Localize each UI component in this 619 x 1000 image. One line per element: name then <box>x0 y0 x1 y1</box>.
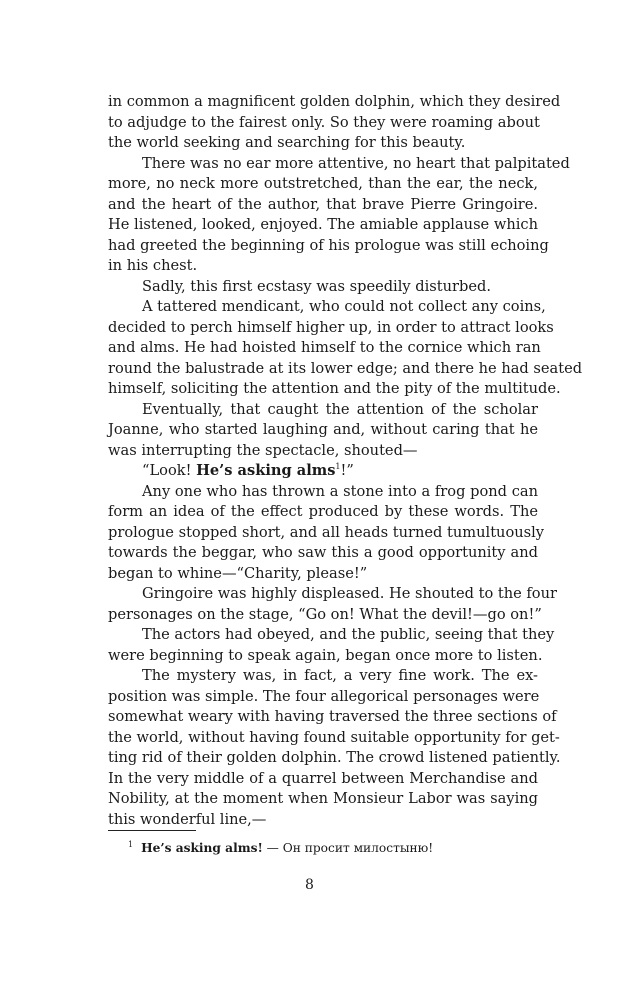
text-line: Nobility, at the moment when Monsieur Labor was saying <box>108 790 538 807</box>
quote-close: !” <box>340 462 354 479</box>
text-line <box>108 461 538 482</box>
text-line: The actors had obeyed, and the public, seeing that they <box>142 626 555 643</box>
text-line: form an idea of the effect produced by these words. The <box>108 503 538 520</box>
text-line: Any one who has thrown a stone into a frog pond can <box>142 482 538 500</box>
text-line: Eventually, that caught the attention of the scholar <box>142 400 538 418</box>
text-line: the world, without having found suitable opportunity for get- <box>108 728 560 746</box>
footnote-rule <box>108 830 196 831</box>
footnote-translation: — Он просит милостыню! <box>262 841 434 855</box>
text-line: personages on the stage, “Go on! What the devil!—go on!” <box>108 605 542 623</box>
text-line: and alms. He had hoisted himself to the cornice which ran <box>108 339 541 356</box>
text-line: began to whine—“Charity, please!” <box>108 564 368 582</box>
footnote <box>128 837 433 856</box>
text-line: in common a magnificent golden dolphin, which they desired <box>108 93 561 110</box>
text-line: and the heart of the author, that brave Pierre Gringoire. <box>108 195 538 213</box>
text-line: were beginning to speak again, began once more to listen. <box>108 646 543 664</box>
quote-open: “Look! <box>142 462 197 479</box>
text-line: this wonderful line,— <box>108 810 267 828</box>
text-line: Gringoire was highly displeased. He shouted to the four <box>142 585 557 602</box>
text-line: himself, soliciting the attention and the pity of the multitude. <box>108 380 561 397</box>
text-line: In the very middle of a quarrel between Merchandise and <box>108 769 538 787</box>
text-line: He listened, looked, enjoyed. The amiable applause which <box>108 216 538 233</box>
text-line: A tattered mendicant, who could not collect any coins, <box>142 298 546 315</box>
page-number: 8 <box>305 877 314 893</box>
text-line: prologue stopped short, and all heads turned tumultuously <box>108 523 545 541</box>
text-line: in his chest. <box>108 257 198 274</box>
text-line: somewhat weary with having traversed the three sections of <box>108 708 557 725</box>
footnote-reference: 1 <box>335 462 341 471</box>
quote-bold: He’s asking alms <box>196 462 336 479</box>
text-line: There was no ear more attentive, no heart that palpitated <box>142 154 570 172</box>
text-line: ting rid of their golden dolphin. The crowd listened patiently. <box>108 749 561 766</box>
text-line: was interrupting the spectacle, shouted— <box>108 441 418 459</box>
text-line: the world seeking and searching for this beauty. <box>108 134 466 151</box>
footnote-mark: 1 <box>128 840 134 849</box>
text-line: position was simple. The four allegorical personages were <box>108 687 540 705</box>
text-line: had greeted the beginning of his prologue was still echoing <box>108 236 549 254</box>
text-line: more, no neck more outstretched, than the ear, the neck, <box>108 175 538 192</box>
text-line: decided to perch himself higher up, in order to attract looks <box>108 318 554 336</box>
text-line: Joanne, who started laughing and, without caring that he <box>108 421 538 438</box>
footnote-term: He’s asking alms! <box>141 841 263 855</box>
text-line: round the balustrade at its lower edge; and there he had seated <box>108 359 583 377</box>
text-line: towards the beggar, who saw this a good opportunity and <box>108 544 538 561</box>
text-line: The mystery was, in fact, a very fine work. The ex- <box>142 667 538 684</box>
text-line: Sadly, this first ecstasy was speedily disturbed. <box>142 277 491 295</box>
text-line: to adjudge to the fairest only. So they were roaming about <box>108 113 540 131</box>
text-body <box>108 92 583 830</box>
